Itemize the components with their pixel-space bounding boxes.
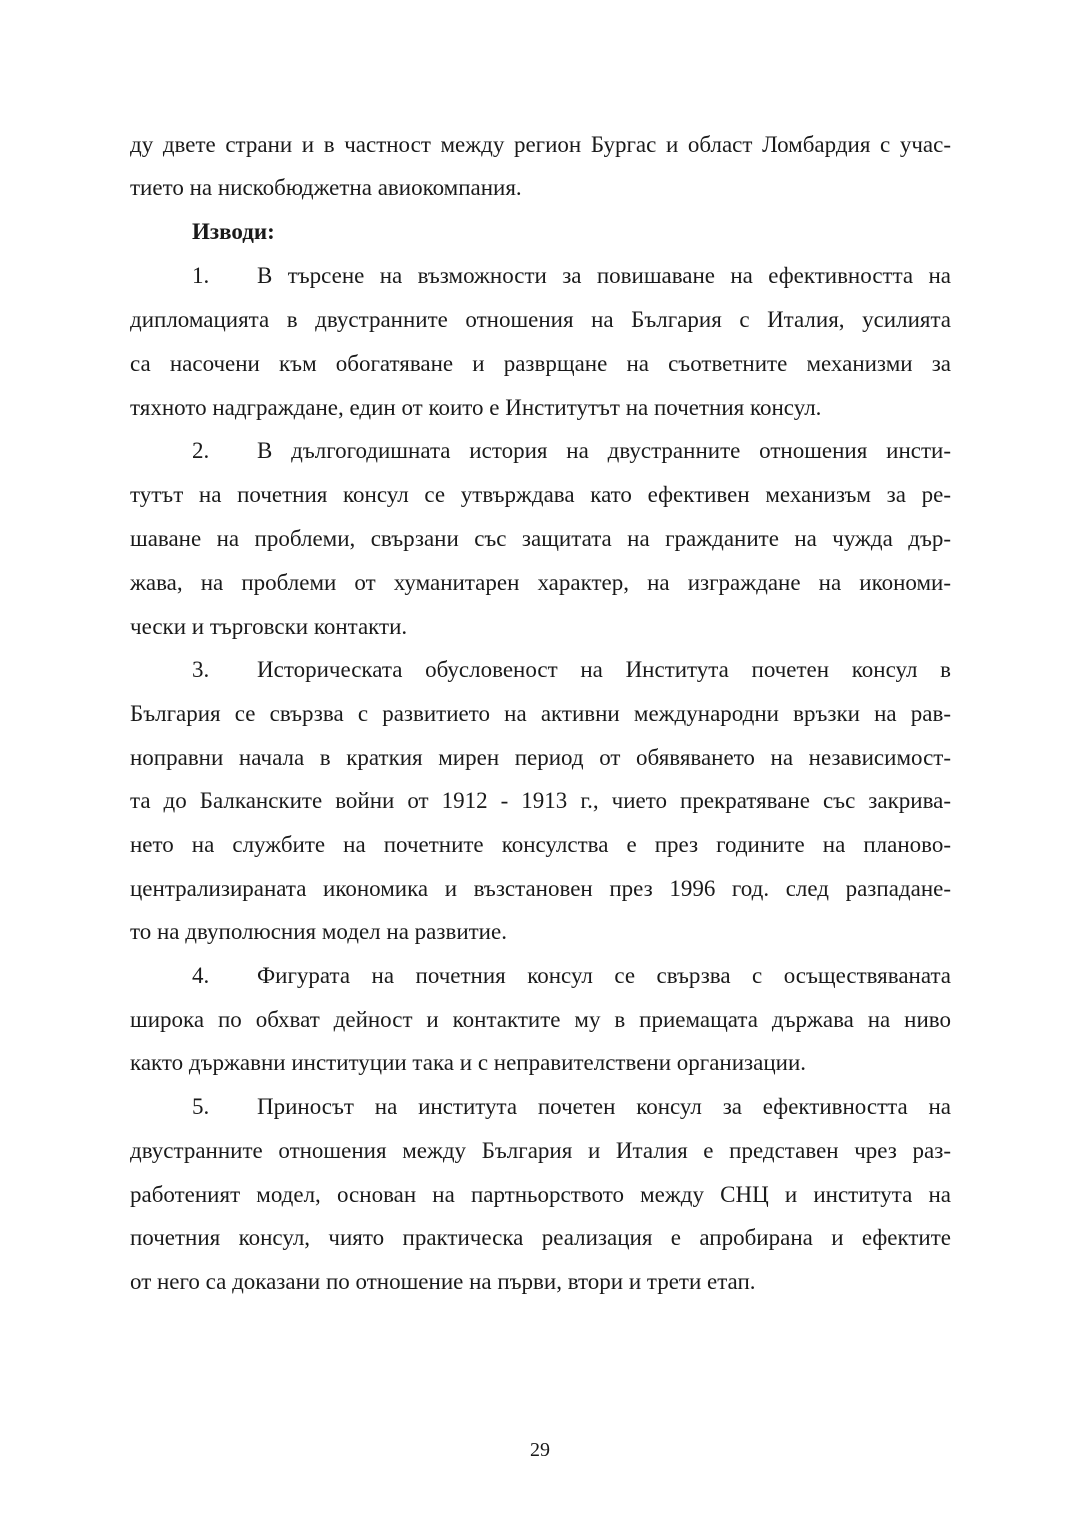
item-number: 4. [192, 963, 210, 988]
paragraph-line: двустранните отношения между България и Италия е представен чрез раз- [130, 1138, 951, 1163]
paragraph-line: както държавни институции така и с неправителствени организации. [130, 1050, 807, 1075]
paragraph-line: та до Балканските войни от 1912 - 1913 г., чието прекратяване със закрива- [130, 788, 951, 813]
item-text: В дългогодишната история на двустранните отношения инсти- [257, 438, 951, 463]
paragraph-line: работеният модел, основан на партньорството между СНЦ и института на [130, 1182, 951, 1207]
conclusion-item-first-line [192, 1092, 951, 1122]
conclusion-item-first-line [192, 261, 951, 291]
paragraph-line: ноправни начала в краткия мирен период от обявяването на независимост- [130, 745, 951, 770]
paragraph-line: шаване на проблеми, свързани със защитата на гражданите на чужда дър- [130, 526, 951, 551]
intro-line: ду двете страни и в частност между регион Бургас и област Ломбардия с учас- [130, 132, 951, 157]
paragraph-line: жава, на проблеми от хуманитарен характер, на изграждане на икономи- [130, 570, 951, 595]
page-number: 29 [530, 1439, 550, 1461]
intro-line: тието на нискобюджетна авиокомпания. [130, 175, 522, 200]
paragraph-line: дипломацията в двустранните отношения на България с Италия, усилията [130, 307, 951, 332]
item-text: Фигурата на почетния консул се свързва с осъществяваната [257, 963, 951, 988]
paragraph-line: централизираната икономика и възстановен през 1996 год. след разпадане- [130, 876, 951, 901]
paragraph-line: нето на службите на почетните консулства е през годините на планово- [130, 832, 951, 857]
item-number: 3. [192, 657, 210, 682]
paragraph-line: от него са доказани по отношение на първи, втори и трети етап. [130, 1269, 756, 1294]
paragraph-line: то на двуполюсния модел на развитие. [130, 919, 507, 944]
paragraph-line: широка по обхват дейност и контактите му в приемащата държава на ниво [130, 1007, 951, 1032]
item-text: В търсене на възможности за повишаване на ефективността на [257, 263, 951, 288]
conclusion-item-first-line [192, 961, 951, 991]
item-number: 5. [192, 1094, 210, 1119]
item-text: Приносът на института почетен консул за ефективността на [257, 1094, 951, 1119]
paragraph-line: чески и търговски контакти. [130, 614, 408, 639]
paragraph-line: България се свързва с развитието на активни международни връзки на рав- [130, 701, 951, 726]
conclusion-item-first-line [192, 655, 951, 685]
paragraph-line: тяхното надграждане, един от които е Институтът на почетния консул. [130, 395, 822, 420]
conclusions-heading: Изводи: [192, 219, 275, 244]
item-text: Историческата обусловеност на Института почетен консул в [257, 657, 951, 682]
paragraph-line: почетния консул, чиято практическа реализация е апробирана и ефектите [130, 1225, 951, 1250]
item-number: 1. [192, 263, 210, 288]
paragraph-line: са насочени към обогатяване и разврщане на съответните механизми за [130, 351, 951, 376]
paragraph-line: тутът на почетния консул се утвърждава като ефективен механизъм за ре- [130, 482, 951, 507]
item-number: 2. [192, 438, 210, 463]
conclusion-item-first-line [192, 436, 951, 466]
